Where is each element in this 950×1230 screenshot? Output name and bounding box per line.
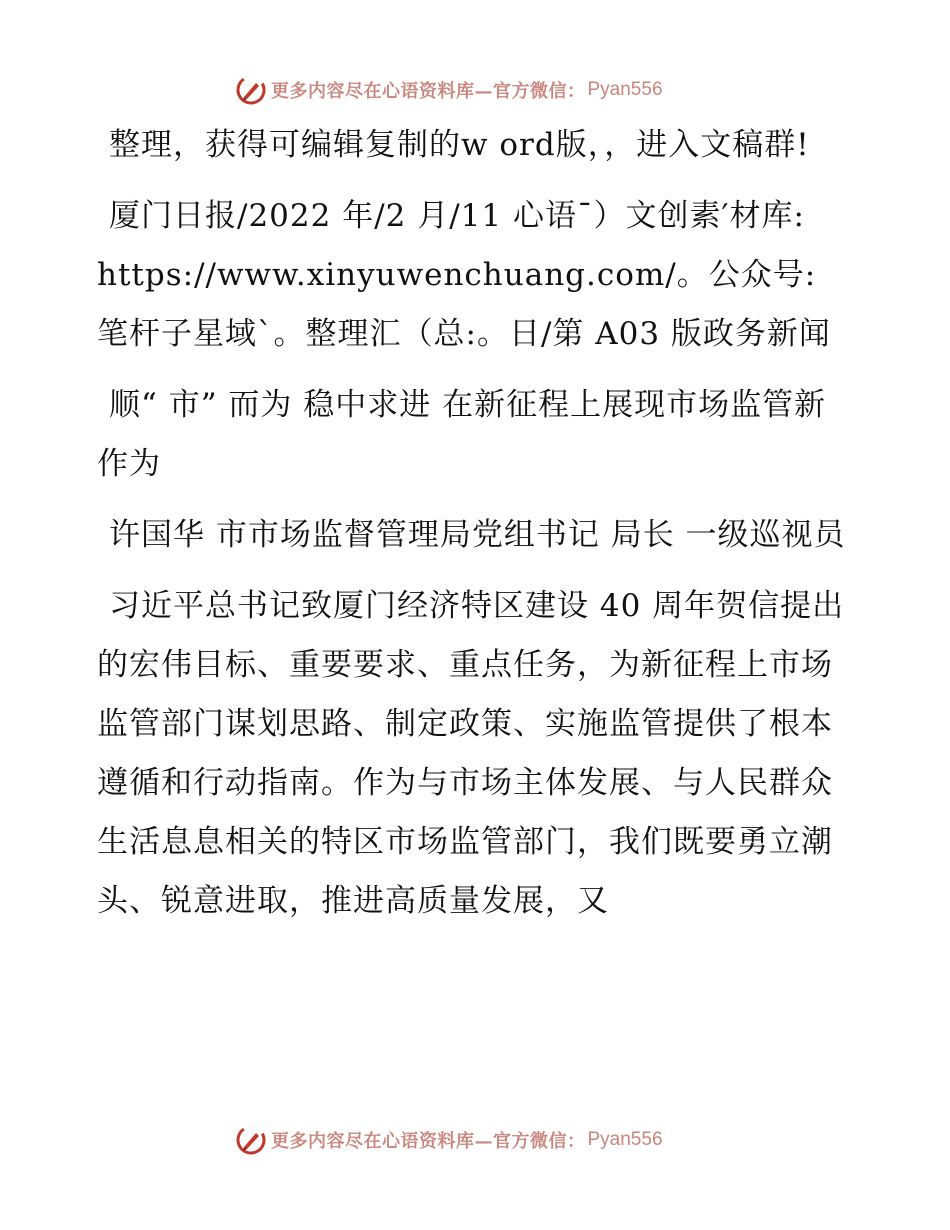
paragraph-body: 习近平总书记致厦门经济特区建设 40 周年贺信提出的宏伟目标、重要要求、重点任务，为新征程上市场监管部门谋划思路、制定政策、实施监管提供了根本遵循和行动指南。作为与市场主体发展、与人民群众生活息息相关的特区市场监管部门，我们既要勇立潮头、锐意进取，推进高质量发展，又 (97, 588, 845, 919)
header-banner-text: 更多内容尽在心语资料库—官方微信： (271, 81, 586, 102)
pen-logo-icon (235, 1124, 267, 1156)
article-author: 许国华 市市场监督管理局党组书记 局长 一级巡视员 (109, 517, 846, 553)
paragraph-intro: 整理，获得可编辑复制的w ord版，，进入文稿群! (109, 127, 810, 163)
footer-banner-text: 更多内容尽在心语资料库—官方微信： (271, 1131, 586, 1152)
header-banner (235, 72, 663, 108)
header-wechat-handle: Pyan556 (587, 79, 663, 100)
footer-banner (235, 1122, 663, 1158)
document-body (97, 116, 857, 943)
paragraph-source: 厦门日报/2022 年/2 月/11 心语¯）文创素′材库: https://www.xinyuwenchuang.com/。公众号: 笔杆子星域ˋ。整理汇（总:。日/第 A03 版政务新闻 (97, 198, 831, 352)
article-title: 顺“ 市” 而为 稳中求进 在新征程上展现市场监管新作为 (97, 387, 827, 482)
pen-logo-icon (235, 74, 267, 106)
footer-wechat-handle: Pyan556 (587, 1129, 663, 1150)
